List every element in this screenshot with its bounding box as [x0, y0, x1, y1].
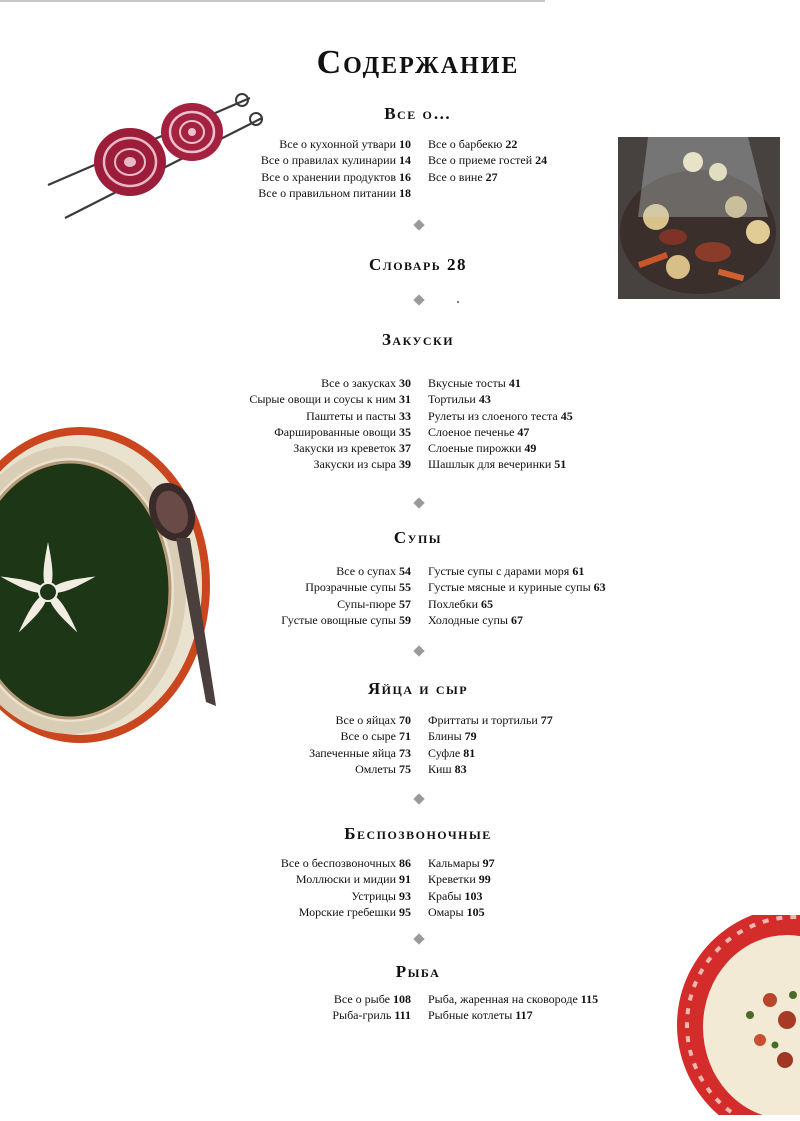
toc-entry[interactable]: Киш 83: [428, 761, 467, 776]
section-vse-o-left-column: [258, 136, 411, 201]
toc-entry[interactable]: Рулеты из слоеного теста 45: [428, 408, 573, 423]
toc-entry[interactable]: Фриттаты и тортильи 77: [428, 713, 553, 727]
toc-entry[interactable]: Омары 105: [428, 904, 485, 919]
section-heading-slovar[interactable]: Словарь 28: [369, 255, 467, 274]
toc-entry[interactable]: Все о барбекю 22: [428, 137, 518, 151]
toc-entry[interactable]: Густые супы с дарами моря 61: [428, 564, 585, 578]
section-yaytsa-right-column: [428, 712, 553, 777]
toc-entry[interactable]: Все о яйцах 70: [335, 713, 411, 727]
onion-skewers-image: [40, 90, 270, 225]
top-rule: [0, 0, 545, 2]
toc-entry[interactable]: Все о сыре 71: [340, 729, 411, 744]
toc-entry[interactable]: Густые овощные супы 59: [281, 612, 411, 627]
section-heading-zakuski: Закуски: [381, 330, 455, 349]
divider-diamond: [413, 219, 424, 230]
toc-entry[interactable]: Слоеные пирожки 49: [428, 441, 537, 456]
section-bespozvonochnye-right-column: [428, 855, 495, 920]
toc-entry[interactable]: Все о хранении продуктов 16: [261, 169, 411, 184]
section-supy-left-column: [281, 563, 411, 628]
toc-entry[interactable]: Шашлык для вечеринки 51: [428, 457, 567, 472]
toc-entry[interactable]: Закуски из сыра 39: [313, 457, 411, 472]
page-title: Содержание: [316, 44, 520, 81]
divider-diamond: [413, 645, 424, 656]
toc-entry[interactable]: Все о правилах кулинарии 14: [260, 153, 411, 168]
toc-entry[interactable]: Похлебки 65: [428, 596, 494, 611]
print-speck: [457, 301, 459, 303]
divider-diamond: [413, 294, 424, 305]
spinach-soup-bowl-image: [0, 420, 225, 745]
divider-diamond: [413, 933, 424, 944]
toc-entry[interactable]: Кальмары 97: [428, 856, 495, 870]
stew-pot-image: [618, 137, 780, 299]
toc-entry[interactable]: Холодные супы 67: [428, 612, 523, 627]
toc-entry[interactable]: Все о вине 27: [428, 169, 498, 184]
toc-entry[interactable]: Блины 79: [428, 729, 477, 744]
toc-entry[interactable]: Все о рыбе 108: [333, 992, 411, 1006]
toc-entry[interactable]: Паштеты и пасты 33: [306, 408, 411, 423]
toc-entry[interactable]: Креветки 99: [428, 872, 491, 887]
toc-entry[interactable]: Фаршированные овощи 35: [274, 424, 411, 439]
section-ryba-left-column: [332, 991, 411, 1024]
toc-entry[interactable]: Суфле 81: [428, 745, 476, 760]
toc-entry[interactable]: Рыба-гриль 111: [332, 1008, 411, 1023]
toc-entry[interactable]: Все о приеме гостей 24: [428, 153, 548, 168]
section-zakuski-right-column: [428, 375, 573, 473]
toc-entry[interactable]: Запеченные яйца 73: [309, 745, 411, 760]
toc-entry[interactable]: Закуски из креветок 37: [293, 441, 411, 456]
divider-diamond: [413, 497, 424, 508]
toc-entry[interactable]: Тортильи 43: [428, 392, 491, 407]
section-supy-right-column: [428, 563, 606, 628]
toc-entry[interactable]: Слоеное печенье 47: [428, 424, 530, 439]
toc-entry[interactable]: Рыба, жаренная на сковороде 115: [428, 992, 599, 1006]
toc-entry[interactable]: Устрицы 93: [351, 888, 411, 903]
toc-entry[interactable]: Вкусные тосты 41: [428, 376, 521, 390]
section-ryba-right-column: [428, 991, 598, 1024]
section-vse-o-right-column: [428, 136, 547, 185]
toc-entry[interactable]: Морские гребешки 95: [298, 904, 411, 919]
toc-entry[interactable]: Все о супах 54: [336, 564, 411, 578]
toc-entry[interactable]: Густые мясные и куриные супы 63: [428, 580, 606, 595]
toc-entry[interactable]: Сырые овощи и соусы к ним 31: [249, 392, 411, 407]
toc-entry[interactable]: Все о правильном питании 18: [258, 185, 411, 200]
toc-entry[interactable]: Все о закусках 30: [321, 376, 411, 390]
toc-entry[interactable]: Все о кухонной утвари 10: [279, 137, 411, 151]
section-zakuski-left-column: [249, 375, 411, 473]
section-bespozvonochnye-left-column: [281, 855, 411, 920]
toc-entry[interactable]: Моллюски и мидии 91: [295, 872, 411, 887]
toc-entry[interactable]: Омлеты 75: [355, 761, 411, 776]
section-heading-vse-o: Все о…: [384, 104, 452, 123]
toc-entry[interactable]: Крабы 103: [428, 888, 483, 903]
rice-dish-image: [675, 915, 800, 1115]
divider-diamond: [413, 793, 424, 804]
section-heading-yaytsa-i-syr: Яйца и сыр: [367, 679, 469, 698]
toc-entry[interactable]: Рыбные котлеты 117: [428, 1008, 533, 1023]
toc-entry[interactable]: Супы-пюре 57: [337, 596, 411, 611]
section-heading-supy: Супы: [393, 528, 443, 547]
section-heading-bespozvonochnye: Беспозвоночные: [344, 824, 492, 843]
section-yaytsa-left-column: [309, 712, 411, 777]
section-heading-ryba: Рыба: [395, 962, 441, 981]
toc-entry[interactable]: Прозрачные супы 55: [305, 580, 411, 595]
toc-entry[interactable]: Все о беспозвоночных 86: [280, 856, 411, 870]
